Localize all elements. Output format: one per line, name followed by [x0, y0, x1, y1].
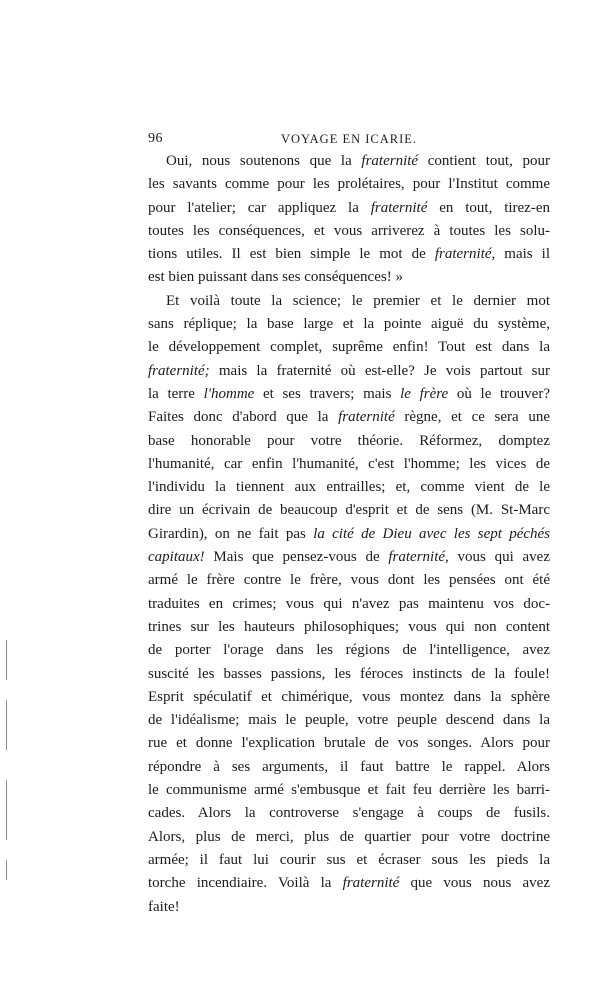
- text-segment: l'humanité, car enfin l'humanité, c'est l'homme; les vices de: [148, 455, 550, 472]
- text-segment: en tout, tirez-en: [427, 199, 550, 216]
- text-segment: base honorable pour votre théorie. Réformez, domptez: [148, 432, 550, 449]
- text-segment: trines sur les hauteurs philosophiques; vous qui non content: [148, 618, 550, 635]
- text-line: [148, 336, 550, 359]
- scan-margin-mark: [6, 700, 7, 750]
- text-segment: les savants comme pour les prolétaires, pour l'Institut comme: [148, 176, 550, 193]
- text-line: [148, 430, 550, 453]
- text-line: [148, 616, 550, 639]
- text-segment: Mais que pensez-vous de: [204, 549, 389, 566]
- text-line: [148, 896, 550, 919]
- text-line: [148, 709, 550, 732]
- text-line: [148, 686, 550, 709]
- text-segment: Alors, plus de merci, plus de quartier pour votre doctrine: [148, 828, 550, 845]
- text-segment: où le trouver?: [448, 385, 550, 402]
- text-segment: et ses travers; mais: [254, 385, 401, 402]
- text-segment: rue et donne l'explication brutale de vos songes. Alors pour: [148, 735, 550, 752]
- italic-text: fraternité: [338, 409, 395, 426]
- scan-margin-mark: [6, 640, 7, 680]
- italic-text: capitaux!: [148, 549, 205, 566]
- text-line: [148, 802, 550, 825]
- text-segment: le communisme armé s'embusque et fait feu derrière les barri-: [148, 782, 550, 799]
- text-segment: torche incendiaire. Voilà la: [148, 875, 343, 892]
- text-segment: Et voilà toute la science; le premier et le dernier mot: [166, 292, 550, 309]
- text-segment: Oui, nous soutenons que la: [166, 153, 362, 169]
- body-text: [148, 150, 550, 919]
- text-segment: Girardin), on ne fait pas: [148, 525, 314, 542]
- text-line: [148, 779, 550, 802]
- text-segment: suscité les basses passions, les féroces instincts de la foule!: [148, 665, 550, 682]
- text-line: [148, 639, 550, 662]
- text-segment: mais il: [495, 246, 550, 263]
- text-segment: mais la fraternité où est-elle? Je vois partout sur: [209, 362, 550, 379]
- text-segment: le développement complet, suprême enfin! Tout est dans la: [148, 339, 550, 356]
- italic-text: fraternité: [370, 199, 428, 216]
- text-segment: armée; il faut lui courir sus et écraser sous les pieds la: [148, 851, 550, 868]
- text-segment: est bien puissant dans ses conséquences! »: [148, 269, 403, 286]
- text-segment: toutes les conséquences, et vous arriverez à toutes les solu-: [148, 222, 550, 239]
- italic-text: fraternité,: [388, 549, 449, 566]
- text-segment: faite!: [148, 898, 180, 915]
- text-line: [148, 290, 550, 313]
- text-segment: cades. Alors la controverse s'engage à coups de fusils.: [148, 805, 550, 822]
- text-line: [148, 732, 550, 755]
- text-line: [148, 197, 550, 220]
- italic-text: fraternité;: [148, 362, 210, 379]
- text-line: [148, 383, 550, 406]
- text-line: [148, 546, 550, 569]
- running-title: VOYAGE EN ICARIE.: [280, 132, 418, 146]
- text-line: [148, 453, 550, 476]
- text-segment: de l'idéalisme; mais le peuple, votre peuple descend dans la: [148, 712, 550, 729]
- italic-text: fraternité: [361, 153, 419, 169]
- italic-text: fraternité: [342, 875, 400, 892]
- italic-text: le frère: [400, 385, 449, 402]
- text-segment: contient tout, pour: [418, 153, 550, 169]
- text-line: [148, 499, 550, 522]
- text-segment: sans réplique; la base large et la pointe aiguë du système,: [148, 316, 550, 333]
- scan-margin-mark: [6, 780, 7, 840]
- text-line: [148, 569, 550, 592]
- text-segment: armé le frère contre le frère, vous dont les pensées ont été: [148, 572, 550, 589]
- text-segment: la terre: [148, 385, 204, 402]
- text-line: [148, 756, 550, 779]
- text-segment: pour l'atelier; car appliquez la: [148, 199, 371, 216]
- text-segment: de porter l'orage dans les régions de l'intelligence, avez: [148, 642, 550, 659]
- italic-text: fraternité,: [434, 246, 496, 263]
- text-line: [148, 826, 550, 849]
- text-segment: que vous nous avez: [399, 875, 550, 892]
- text-line: [148, 523, 550, 546]
- page-number: 96: [148, 131, 163, 146]
- text-line: [148, 150, 550, 173]
- text-segment: dire un écrivain de beaucoup d'esprit et de sens (M. St-Marc: [148, 502, 550, 519]
- text-line: [148, 313, 550, 336]
- text-segment: répondre à ses arguments, il faut battre le rappel. Alors: [148, 758, 550, 775]
- text-line: [148, 849, 550, 872]
- text-segment: règne, et ce sera une: [394, 409, 550, 426]
- text-line: [148, 663, 550, 686]
- text-line: [148, 266, 550, 289]
- text-segment: l'individu la tiennent aux entrailles; et, comme vient de le: [148, 479, 550, 496]
- text-line: [148, 173, 550, 196]
- text-line: [148, 220, 550, 243]
- italic-text: l'homme: [203, 385, 255, 402]
- text-segment: Esprit spéculatif et chimérique, vous montez dans la sphère: [148, 688, 550, 705]
- text-segment: Faites donc d'abord que la: [148, 409, 339, 426]
- text-segment: traduites en crimes; vous qui n'avez pas maintenu vos doc-: [148, 595, 550, 612]
- text-segment: vous qui avez: [448, 549, 550, 566]
- text-line: [148, 593, 550, 616]
- italic-text: la cité de Dieu avec les sept péchés: [313, 525, 550, 542]
- text-line: [148, 476, 550, 499]
- text-segment: tions utiles. Il est bien simple le mot de: [148, 246, 435, 263]
- text-line: [148, 872, 550, 895]
- scan-margin-mark: [6, 860, 7, 880]
- text-line: [148, 243, 550, 266]
- text-line: [148, 360, 550, 383]
- page-header: [148, 131, 550, 149]
- text-line: [148, 406, 550, 429]
